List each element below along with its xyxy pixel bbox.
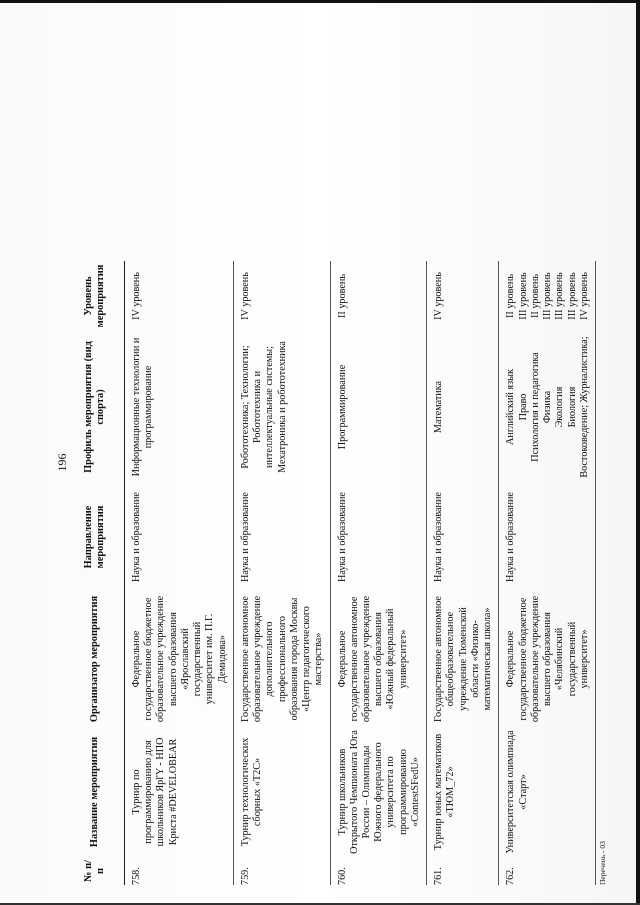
profile-line: Английский язык xyxy=(505,369,517,445)
event-direction: Наука и образование xyxy=(233,483,330,591)
event-name: Турнир юных математиков «ТЮМ_72» xyxy=(427,727,499,857)
profile-line: Экология xyxy=(554,386,566,428)
header-name: Название мероприятия xyxy=(68,727,125,857)
table-row xyxy=(330,261,427,885)
event-profile xyxy=(233,331,330,483)
event-direction: Наука и образование xyxy=(427,483,499,591)
profile-line: Биология xyxy=(566,386,578,428)
level-line: II уровень xyxy=(336,274,348,318)
event-organizer: Федеральное государственное бюджетное образовательное учреждение высшего образования «Ярославский государственный университет им. П.Г. Демидова» xyxy=(125,591,234,727)
events-table xyxy=(68,261,596,885)
row-number: 758. xyxy=(125,857,234,885)
level-line: III уровень xyxy=(554,272,566,320)
table-body xyxy=(125,261,596,885)
event-direction: Наука и образование xyxy=(330,483,427,591)
event-level xyxy=(233,261,330,331)
profile-line: Право xyxy=(517,393,529,421)
profile-line: Программирование xyxy=(336,364,348,450)
rotated-document-page xyxy=(30,40,620,885)
level-line: IV уровень xyxy=(433,272,445,320)
profile-line: Информационные технологии и программирование xyxy=(131,337,155,477)
event-name: Университетская олимпиада «Старт» xyxy=(499,727,596,857)
event-organizer: Федеральное государственное бюджетное образовательное учреждение высшего образования «Челябинский государственный университет» xyxy=(499,591,596,727)
event-level xyxy=(427,261,499,331)
event-level xyxy=(499,261,596,331)
table-row xyxy=(233,261,330,885)
scan-edge-right xyxy=(636,0,640,905)
event-organizer: Государственное автономное общеобразовательное учреждение Тюменской области «Физико-математическая школа» xyxy=(427,591,499,727)
header-organizer: Организатор мероприятия xyxy=(68,591,125,727)
event-level xyxy=(125,261,234,331)
table-row xyxy=(427,261,499,885)
level-line: IV уровень xyxy=(239,272,251,320)
table-row xyxy=(499,261,596,885)
event-profile xyxy=(499,331,596,483)
row-number: 760. xyxy=(330,857,427,885)
profile-line: Психология и педагогика xyxy=(529,352,541,462)
event-name: Турнир школьников Открытого Чемпионата Юга России – Олимпиады Южного федерального университета по программированию «ContestSFedU» xyxy=(330,727,427,857)
profile-line: Робототехника; Технологии; Робототехника и интеллектуальные системы; Мехатроника и робототехника xyxy=(239,341,288,473)
scan-edge-top xyxy=(0,0,640,3)
event-name: Турнир по программированию для школьников Ярl'Y - НПО Криста #DEVELOBEAR xyxy=(125,727,234,857)
row-number: 762. xyxy=(499,857,596,885)
event-profile xyxy=(330,331,427,483)
level-line: III уровень xyxy=(566,272,578,320)
profile-line: Физика xyxy=(542,390,554,424)
event-profile xyxy=(427,331,499,483)
event-profile xyxy=(125,331,234,483)
table-row xyxy=(125,261,234,885)
level-line: II уровень xyxy=(529,274,541,318)
event-direction: Наука и образование xyxy=(499,483,596,591)
table-header-row xyxy=(68,261,125,885)
profile-line: Востоковедение; Журналистика; xyxy=(578,336,590,478)
event-organizer: Федеральное государственное автономное образовательное учреждение высшего образования «Южный федеральный университет» xyxy=(330,591,427,727)
event-organizer: Государственное автономное образовательное учреждение дополнительного профессионального образования города Москвы «Центр педагогического мастерства» xyxy=(233,591,330,727)
row-number: 761. xyxy=(427,857,499,885)
profile-line: Математика xyxy=(433,380,445,434)
row-number: 759. xyxy=(233,857,330,885)
page-number: 196 xyxy=(55,453,69,472)
level-line: II уровень xyxy=(505,274,517,318)
level-line: III уровень xyxy=(517,272,529,320)
header-direction: Направление мероприятия xyxy=(68,483,125,591)
header-num: № п/п xyxy=(68,857,125,885)
footer-note: Перечень - 03 xyxy=(598,841,607,885)
event-direction: Наука и образование xyxy=(125,483,234,591)
header-level: Уровень мероприятия xyxy=(68,261,125,331)
level-line: IV уровень xyxy=(131,272,142,320)
level-line: III уровень xyxy=(542,272,554,320)
header-profile: Профиль мероприятия (вид спорта) xyxy=(68,331,125,483)
level-line: IV уровень xyxy=(578,272,590,320)
event-name: Турнир технологических сборных «T2C» xyxy=(233,727,330,857)
event-level xyxy=(330,261,427,331)
